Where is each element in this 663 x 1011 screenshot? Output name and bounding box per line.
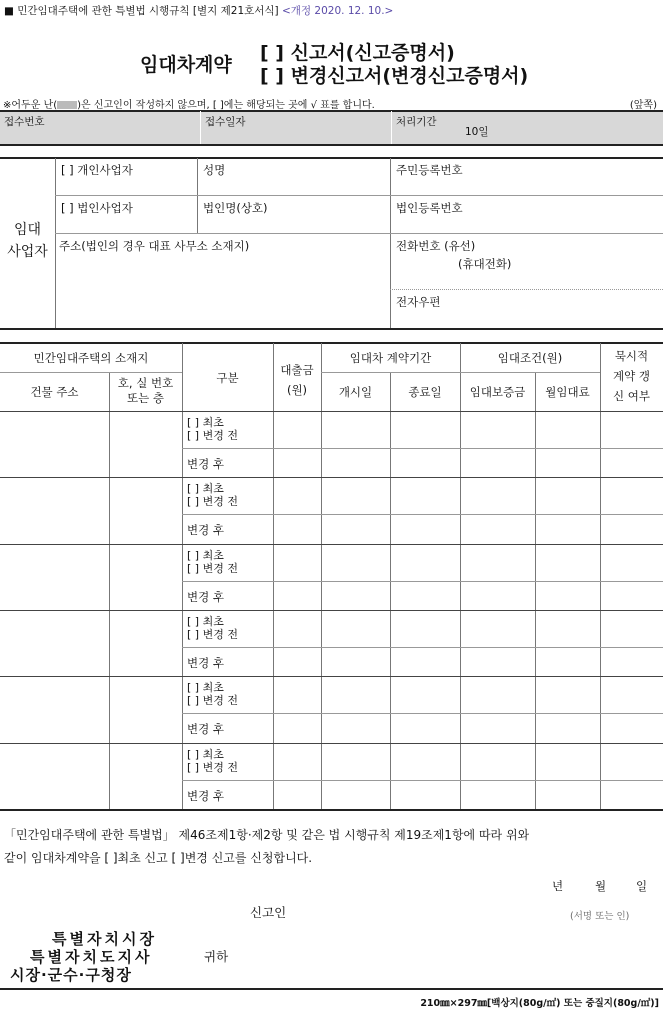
resident-number-field[interactable]: 주민등록번호 (396, 163, 463, 177)
reporter-label: 신고인 (250, 905, 287, 920)
processing-period-label: 처리기간 (396, 116, 437, 128)
signature-field[interactable]: (서명 또는 인) (570, 911, 630, 922)
unit-floor-header: 호, 실 번호 또는 층 (117, 376, 174, 405)
address-field[interactable]: 주소(법인의 경우 대표 사무소 소재지) (59, 239, 250, 253)
rental-terms-header: 임대조건(원) (497, 351, 563, 365)
type-before-change-checkbox[interactable]: [ ] 변경 전 (187, 495, 238, 509)
end-date-header: 종료일 (408, 385, 442, 399)
honorific: 귀하 (204, 949, 229, 964)
type-after-change-label: 변경 후 (187, 523, 224, 538)
type-header: 구분 (216, 371, 239, 385)
location-header: 민간임대주택의 소재지 (33, 351, 149, 365)
addressee-special-province: 특별자치도지사 (30, 948, 153, 966)
receipt-section (0, 111, 663, 144)
type-after-change-label: 변경 후 (187, 589, 224, 604)
declaration-line-1: 「민간임대주택에 관한 특별법」 제46조제1항·제2항 및 같은 법 시행규칙 제19조제1항에 따라 위와 (4, 828, 530, 842)
loan-header: 대출금 (원) (280, 363, 314, 397)
type-initial-checkbox[interactable]: [ ] 최초 (187, 416, 224, 429)
addressee-local-heads: 시장·군수·구청장 (10, 966, 132, 984)
monthly-rent-header: 월임대료 (545, 385, 590, 399)
title-option-change-report: [ ] 변경신고서(변경신고증명서) (260, 65, 529, 87)
type-after-change-label: 변경 후 (187, 788, 224, 803)
contract-period-header: 임대차 계약기간 (349, 351, 432, 365)
corporate-name-field[interactable]: 법인명(상호) (203, 201, 268, 215)
start-date-header: 개시일 (338, 385, 373, 399)
paper-spec: 210㎜×297㎜[백상지(80g/㎡) 또는 중질지(80g/㎡)] (420, 998, 659, 1009)
page-side-label: (앞쪽) (629, 100, 657, 111)
receipt-number-label: 접수번호 (4, 116, 45, 128)
mobile-field[interactable]: (휴대전화) (458, 257, 512, 271)
type-initial-checkbox[interactable]: [ ] 최초 (187, 548, 224, 562)
type-before-change-checkbox[interactable]: [ ] 변경 전 (187, 694, 238, 708)
type-initial-checkbox[interactable]: [ ] 최초 (187, 747, 224, 761)
type-after-change-label: 변경 후 (187, 722, 224, 737)
form-reference (4, 3, 393, 18)
form-title: 임대차계약 (140, 54, 232, 76)
type-initial-checkbox[interactable]: [ ] 최초 (187, 614, 224, 628)
individual-business-checkbox[interactable]: [ ] 개인사업자 (61, 163, 133, 177)
type-before-change-checkbox[interactable]: [ ] 변경 전 (187, 627, 238, 641)
implied-renewal-header: 묵시적 계약 갱 신 여부 (613, 349, 650, 403)
building-address-header: 건물 주소 (30, 385, 79, 399)
lessor-section-label: 임대 사업자 (7, 222, 48, 260)
processing-period-value: 10일 (465, 126, 489, 138)
phone-field[interactable]: 전화번호 (유선) (396, 239, 476, 253)
email-field[interactable]: 전자우편 (396, 295, 441, 309)
type-after-change-label: 변경 후 (187, 655, 224, 670)
type-before-change-checkbox[interactable]: [ ] 변경 전 (187, 429, 238, 442)
day-field[interactable]: 일 (636, 879, 648, 893)
addressee-special-city: 특별자치시장 (52, 930, 157, 948)
title-option-report: [ ] 신고서(신고증명서) (260, 42, 455, 64)
type-after-change-label: 변경 후 (187, 457, 224, 471)
revision-date: <개정 2020. 12. 10.> (282, 5, 394, 17)
deposit-header: 임대보증금 (469, 385, 526, 399)
year-field[interactable]: 년 (552, 879, 564, 893)
name-field[interactable]: 성명 (203, 163, 226, 177)
receipt-date-label: 접수일자 (205, 116, 246, 128)
corporate-business-checkbox[interactable]: [ ] 법인사업자 (61, 201, 133, 215)
corporate-registration-field[interactable]: 법인등록번호 (396, 201, 463, 215)
form-ref-text: ■ 민간임대주택에 관한 특별법 시행규칙 [별지 제21호서식] (4, 5, 279, 17)
type-initial-checkbox[interactable]: [ ] 최초 (187, 482, 224, 496)
type-initial-checkbox[interactable]: [ ] 최초 (187, 681, 224, 695)
type-before-change-checkbox[interactable]: [ ] 변경 전 (187, 760, 238, 774)
type-before-change-checkbox[interactable]: [ ] 변경 전 (187, 561, 238, 575)
shaded-box-sample (57, 101, 77, 109)
declaration-line-2: 같이 임대차계약을 [ ]최초 신고 [ ]변경 신고를 신청합니다. (4, 851, 313, 865)
instruction-note: ※어두운 난( )은 신고인이 작성하지 않으며, [ ]에는 해당되는 곳에 √ 표를 합니다. (3, 100, 375, 111)
month-field[interactable]: 월 (595, 879, 607, 893)
